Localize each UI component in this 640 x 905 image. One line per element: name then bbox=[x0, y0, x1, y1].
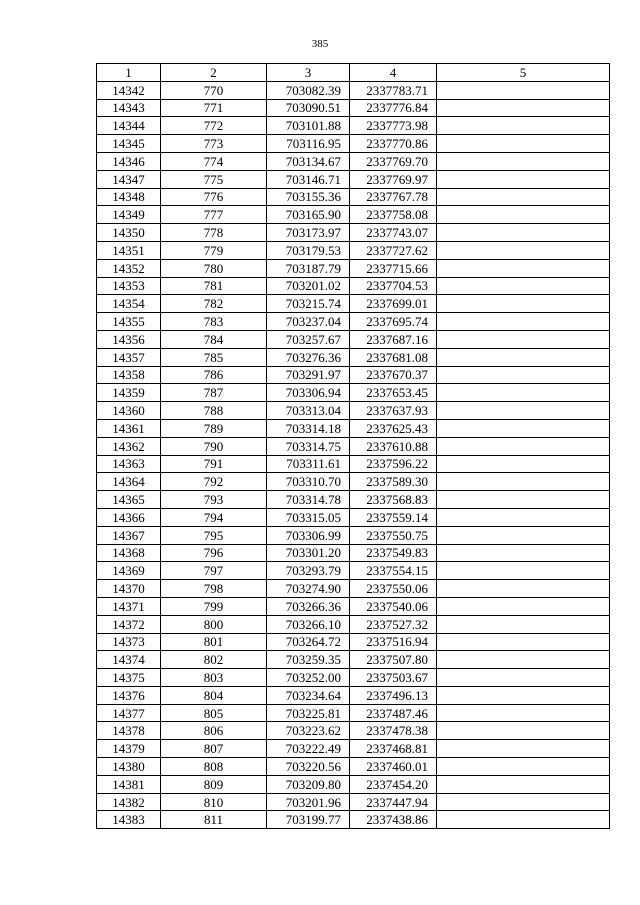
table-row bbox=[97, 402, 610, 420]
table-header-row bbox=[97, 64, 610, 82]
table-cell-col-4: 2337758.08 bbox=[350, 206, 437, 224]
table-row bbox=[97, 597, 610, 615]
table-cell-col-2: 799 bbox=[161, 597, 267, 615]
table-cell-col-1: 14375 bbox=[97, 669, 161, 687]
table-cell-col-5 bbox=[437, 259, 610, 277]
table-cell-col-4: 2337596.22 bbox=[350, 455, 437, 473]
table-cell-col-4: 2337783.71 bbox=[350, 81, 437, 99]
table-cell-col-3: 703223.62 bbox=[267, 722, 350, 740]
table-cell-col-2: 800 bbox=[161, 615, 267, 633]
table-cell-col-2: 790 bbox=[161, 437, 267, 455]
table-cell-col-3: 703116.95 bbox=[267, 135, 350, 153]
table-row bbox=[97, 455, 610, 473]
table-cell-col-2: 802 bbox=[161, 651, 267, 669]
table-cell-col-2: 796 bbox=[161, 544, 267, 562]
table-cell-col-4: 2337589.30 bbox=[350, 473, 437, 491]
table-cell-col-2: 776 bbox=[161, 188, 267, 206]
table-row bbox=[97, 99, 610, 117]
table-cell-col-4: 2337540.06 bbox=[350, 597, 437, 615]
table-cell-col-4: 2337550.06 bbox=[350, 580, 437, 598]
table-cell-col-3: 703293.79 bbox=[267, 562, 350, 580]
table-row bbox=[97, 117, 610, 135]
table-cell-col-2: 787 bbox=[161, 384, 267, 402]
table-row bbox=[97, 277, 610, 295]
table-cell-col-1: 14352 bbox=[97, 259, 161, 277]
table-cell-col-4: 2337503.67 bbox=[350, 669, 437, 687]
table-row bbox=[97, 241, 610, 259]
table-cell-col-2: 797 bbox=[161, 562, 267, 580]
table-cell-col-4: 2337715.66 bbox=[350, 259, 437, 277]
table-cell-col-5 bbox=[437, 348, 610, 366]
table-cell-col-2: 773 bbox=[161, 135, 267, 153]
table-row bbox=[97, 722, 610, 740]
table-cell-col-3: 703266.36 bbox=[267, 597, 350, 615]
table-cell-col-3: 703259.35 bbox=[267, 651, 350, 669]
table-cell-col-2: 779 bbox=[161, 241, 267, 259]
table-cell-col-5 bbox=[437, 615, 610, 633]
table-cell-col-3: 703209.80 bbox=[267, 775, 350, 793]
table-cell-col-3: 703101.88 bbox=[267, 117, 350, 135]
table-cell-col-1: 14380 bbox=[97, 758, 161, 776]
table-cell-col-3: 703252.00 bbox=[267, 669, 350, 687]
table-cell-col-5 bbox=[437, 170, 610, 188]
table-cell-col-1: 14378 bbox=[97, 722, 161, 740]
table-cell-col-4: 2337637.93 bbox=[350, 402, 437, 420]
table-cell-col-3: 703225.81 bbox=[267, 704, 350, 722]
table-cell-col-3: 703274.90 bbox=[267, 580, 350, 598]
table-cell-col-3: 703301.20 bbox=[267, 544, 350, 562]
table-cell-col-3: 703134.67 bbox=[267, 152, 350, 170]
table-cell-col-1: 14357 bbox=[97, 348, 161, 366]
table-row bbox=[97, 526, 610, 544]
table-cell-col-1: 14353 bbox=[97, 277, 161, 295]
table-row bbox=[97, 811, 610, 829]
table-cell-col-1: 14367 bbox=[97, 526, 161, 544]
table-cell-col-4: 2337743.07 bbox=[350, 224, 437, 242]
table-cell-col-1: 14342 bbox=[97, 81, 161, 99]
table-cell-col-4: 2337468.81 bbox=[350, 740, 437, 758]
table-cell-col-5 bbox=[437, 277, 610, 295]
table-cell-col-2: 780 bbox=[161, 259, 267, 277]
table-cell-col-3: 703234.64 bbox=[267, 686, 350, 704]
table-cell-col-5 bbox=[437, 740, 610, 758]
table-cell-col-3: 703264.72 bbox=[267, 633, 350, 651]
table-cell-col-3: 703257.67 bbox=[267, 330, 350, 348]
table-cell-col-5 bbox=[437, 366, 610, 384]
table-cell-col-4: 2337681.08 bbox=[350, 348, 437, 366]
table-cell-col-5 bbox=[437, 473, 610, 491]
table-cell-col-1: 14355 bbox=[97, 313, 161, 331]
table-cell-col-2: 791 bbox=[161, 455, 267, 473]
table-cell-col-3: 703090.51 bbox=[267, 99, 350, 117]
table-cell-col-2: 786 bbox=[161, 366, 267, 384]
table-row bbox=[97, 491, 610, 509]
table-cell-col-4: 2337478.38 bbox=[350, 722, 437, 740]
table-cell-col-5 bbox=[437, 99, 610, 117]
table-cell-col-1: 14372 bbox=[97, 615, 161, 633]
table-cell-col-3: 703220.56 bbox=[267, 758, 350, 776]
table-cell-col-5 bbox=[437, 206, 610, 224]
table-cell-col-5 bbox=[437, 455, 610, 473]
table-cell-col-5 bbox=[437, 224, 610, 242]
table-cell-col-5 bbox=[437, 402, 610, 420]
table-cell-col-1: 14344 bbox=[97, 117, 161, 135]
table-cell-col-3: 703314.78 bbox=[267, 491, 350, 509]
table-row bbox=[97, 313, 610, 331]
table-cell-col-3: 703306.94 bbox=[267, 384, 350, 402]
table-cell-col-2: 806 bbox=[161, 722, 267, 740]
table-row bbox=[97, 758, 610, 776]
table-cell-col-4: 2337447.94 bbox=[350, 793, 437, 811]
table-row bbox=[97, 793, 610, 811]
table-cell-col-3: 703237.04 bbox=[267, 313, 350, 331]
table-cell-col-1: 14347 bbox=[97, 170, 161, 188]
table-row bbox=[97, 473, 610, 491]
table-row bbox=[97, 775, 610, 793]
table-cell-col-4: 2337554.15 bbox=[350, 562, 437, 580]
table-cell-col-3: 703199.77 bbox=[267, 811, 350, 829]
table-cell-col-3: 703276.36 bbox=[267, 348, 350, 366]
table-cell-col-4: 2337527.32 bbox=[350, 615, 437, 633]
table-cell-col-5 bbox=[437, 811, 610, 829]
table-cell-col-4: 2337670.37 bbox=[350, 366, 437, 384]
table-cell-col-4: 2337687.16 bbox=[350, 330, 437, 348]
table-cell-col-5 bbox=[437, 117, 610, 135]
table-row bbox=[97, 437, 610, 455]
table-cell-col-5 bbox=[437, 633, 610, 651]
table-cell-col-1: 14370 bbox=[97, 580, 161, 598]
table-cell-col-3: 703310.70 bbox=[267, 473, 350, 491]
table-row bbox=[97, 366, 610, 384]
table-cell-col-3: 703082.39 bbox=[267, 81, 350, 99]
table-cell-col-5 bbox=[437, 704, 610, 722]
table-row bbox=[97, 330, 610, 348]
table-cell-col-2: 788 bbox=[161, 402, 267, 420]
table-row bbox=[97, 615, 610, 633]
table-cell-col-2: 772 bbox=[161, 117, 267, 135]
table-cell-col-1: 14365 bbox=[97, 491, 161, 509]
table-row bbox=[97, 651, 610, 669]
table-cell-col-5 bbox=[437, 669, 610, 687]
table-cell-col-5 bbox=[437, 330, 610, 348]
table-cell-col-3: 703187.79 bbox=[267, 259, 350, 277]
table-cell-col-3: 703314.75 bbox=[267, 437, 350, 455]
table-cell-col-4: 2337773.98 bbox=[350, 117, 437, 135]
table-cell-col-4: 2337727.62 bbox=[350, 241, 437, 259]
table-cell-col-4: 2337695.74 bbox=[350, 313, 437, 331]
table-cell-col-3: 703155.36 bbox=[267, 188, 350, 206]
page-number: 385 bbox=[311, 38, 329, 50]
column-header-3: 3 bbox=[267, 64, 350, 82]
table-cell-col-1: 14374 bbox=[97, 651, 161, 669]
table-cell-col-3: 703306.99 bbox=[267, 526, 350, 544]
table-cell-col-5 bbox=[437, 793, 610, 811]
table-cell-col-5 bbox=[437, 188, 610, 206]
table-cell-col-4: 2337549.83 bbox=[350, 544, 437, 562]
table-cell-col-2: 778 bbox=[161, 224, 267, 242]
column-header-4: 4 bbox=[350, 64, 437, 82]
table-cell-col-4: 2337653.45 bbox=[350, 384, 437, 402]
table-row bbox=[97, 206, 610, 224]
table-cell-col-3: 703201.02 bbox=[267, 277, 350, 295]
table-row bbox=[97, 295, 610, 313]
table-cell-col-3: 703313.04 bbox=[267, 402, 350, 420]
table-cell-col-2: 801 bbox=[161, 633, 267, 651]
table-cell-col-5 bbox=[437, 597, 610, 615]
table-cell-col-2: 770 bbox=[161, 81, 267, 99]
table-cell-col-4: 2337610.88 bbox=[350, 437, 437, 455]
table-row bbox=[97, 544, 610, 562]
table-cell-col-1: 14354 bbox=[97, 295, 161, 313]
table-row bbox=[97, 81, 610, 99]
table-cell-col-1: 14379 bbox=[97, 740, 161, 758]
table-cell-col-4: 2337769.70 bbox=[350, 152, 437, 170]
table-cell-col-5 bbox=[437, 313, 610, 331]
table-cell-col-2: 781 bbox=[161, 277, 267, 295]
table-cell-col-5 bbox=[437, 562, 610, 580]
table-row bbox=[97, 259, 610, 277]
table-cell-col-2: 798 bbox=[161, 580, 267, 598]
table-cell-col-1: 14346 bbox=[97, 152, 161, 170]
table-cell-col-1: 14363 bbox=[97, 455, 161, 473]
table-cell-col-5 bbox=[437, 544, 610, 562]
coordinates-table bbox=[96, 63, 610, 829]
table-cell-col-5 bbox=[437, 295, 610, 313]
table-cell-col-5 bbox=[437, 508, 610, 526]
table-cell-col-1: 14358 bbox=[97, 366, 161, 384]
table-cell-col-2: 774 bbox=[161, 152, 267, 170]
table-cell-col-2: 771 bbox=[161, 99, 267, 117]
table-cell-col-4: 2337568.83 bbox=[350, 491, 437, 509]
table-cell-col-4: 2337438.86 bbox=[350, 811, 437, 829]
table-cell-col-1: 14356 bbox=[97, 330, 161, 348]
table-cell-col-5 bbox=[437, 491, 610, 509]
table-cell-col-4: 2337460.01 bbox=[350, 758, 437, 776]
table-cell-col-4: 2337516.94 bbox=[350, 633, 437, 651]
table-cell-col-5 bbox=[437, 775, 610, 793]
table-cell-col-1: 14382 bbox=[97, 793, 161, 811]
table-row bbox=[97, 508, 610, 526]
table-cell-col-1: 14362 bbox=[97, 437, 161, 455]
table-cell-col-3: 703173.97 bbox=[267, 224, 350, 242]
table-cell-col-3: 703179.53 bbox=[267, 241, 350, 259]
table-row bbox=[97, 188, 610, 206]
table-cell-col-1: 14364 bbox=[97, 473, 161, 491]
table-cell-col-2: 811 bbox=[161, 811, 267, 829]
table-cell-col-3: 703215.74 bbox=[267, 295, 350, 313]
table-row bbox=[97, 740, 610, 758]
table-cell-col-4: 2337770.86 bbox=[350, 135, 437, 153]
table-cell-col-1: 14360 bbox=[97, 402, 161, 420]
table-cell-col-5 bbox=[437, 81, 610, 99]
table-cell-col-1: 14376 bbox=[97, 686, 161, 704]
table-cell-col-3: 703315.05 bbox=[267, 508, 350, 526]
column-header-2: 2 bbox=[161, 64, 267, 82]
table-row bbox=[97, 419, 610, 437]
table-cell-col-2: 807 bbox=[161, 740, 267, 758]
table-cell-col-3: 703314.18 bbox=[267, 419, 350, 437]
table-cell-col-1: 14369 bbox=[97, 562, 161, 580]
table-row bbox=[97, 580, 610, 598]
table-cell-col-2: 792 bbox=[161, 473, 267, 491]
table-cell-col-2: 804 bbox=[161, 686, 267, 704]
table-cell-col-2: 775 bbox=[161, 170, 267, 188]
table-cell-col-1: 14368 bbox=[97, 544, 161, 562]
table-cell-col-5 bbox=[437, 152, 610, 170]
table-cell-col-3: 703165.90 bbox=[267, 206, 350, 224]
column-header-1: 1 bbox=[97, 64, 161, 82]
table-cell-col-2: 805 bbox=[161, 704, 267, 722]
table-cell-col-4: 2337507.80 bbox=[350, 651, 437, 669]
table-row bbox=[97, 633, 610, 651]
table-cell-col-4: 2337487.46 bbox=[350, 704, 437, 722]
table-cell-col-4: 2337776.84 bbox=[350, 99, 437, 117]
table-row bbox=[97, 384, 610, 402]
table-row bbox=[97, 348, 610, 366]
table-cell-col-4: 2337625.43 bbox=[350, 419, 437, 437]
table-cell-col-5 bbox=[437, 686, 610, 704]
table-cell-col-3: 703146.71 bbox=[267, 170, 350, 188]
table-cell-col-5 bbox=[437, 135, 610, 153]
table-cell-col-5 bbox=[437, 580, 610, 598]
table-cell-col-4: 2337767.78 bbox=[350, 188, 437, 206]
table-cell-col-2: 810 bbox=[161, 793, 267, 811]
table-cell-col-1: 14351 bbox=[97, 241, 161, 259]
table-cell-col-1: 14377 bbox=[97, 704, 161, 722]
table-cell-col-2: 794 bbox=[161, 508, 267, 526]
table-cell-col-2: 809 bbox=[161, 775, 267, 793]
column-header-5: 5 bbox=[437, 64, 610, 82]
table-cell-col-5 bbox=[437, 437, 610, 455]
table-cell-col-1: 14350 bbox=[97, 224, 161, 242]
table-cell-col-2: 783 bbox=[161, 313, 267, 331]
table-cell-col-1: 14345 bbox=[97, 135, 161, 153]
table-body bbox=[97, 81, 610, 828]
table-cell-col-5 bbox=[437, 419, 610, 437]
table-cell-col-1: 14381 bbox=[97, 775, 161, 793]
table-cell-col-4: 2337496.13 bbox=[350, 686, 437, 704]
table-row bbox=[97, 135, 610, 153]
table-row bbox=[97, 686, 610, 704]
table-cell-col-4: 2337699.01 bbox=[350, 295, 437, 313]
table-cell-col-4: 2337769.97 bbox=[350, 170, 437, 188]
table-cell-col-3: 703311.61 bbox=[267, 455, 350, 473]
table-cell-col-3: 703266.10 bbox=[267, 615, 350, 633]
table-cell-col-1: 14373 bbox=[97, 633, 161, 651]
table-cell-col-3: 703291.97 bbox=[267, 366, 350, 384]
table-cell-col-1: 14366 bbox=[97, 508, 161, 526]
table-cell-col-2: 784 bbox=[161, 330, 267, 348]
table-cell-col-5 bbox=[437, 241, 610, 259]
table-row bbox=[97, 704, 610, 722]
table-row bbox=[97, 224, 610, 242]
table-cell-col-5 bbox=[437, 651, 610, 669]
table-cell-col-1: 14343 bbox=[97, 99, 161, 117]
table-cell-col-4: 2337550.75 bbox=[350, 526, 437, 544]
table-cell-col-4: 2337704.53 bbox=[350, 277, 437, 295]
table-cell-col-5 bbox=[437, 758, 610, 776]
table-cell-col-5 bbox=[437, 526, 610, 544]
table-cell-col-2: 803 bbox=[161, 669, 267, 687]
table-cell-col-2: 808 bbox=[161, 758, 267, 776]
table-cell-col-1: 14361 bbox=[97, 419, 161, 437]
table-cell-col-5 bbox=[437, 722, 610, 740]
table-row bbox=[97, 152, 610, 170]
table-cell-col-2: 785 bbox=[161, 348, 267, 366]
table-cell-col-1: 14371 bbox=[97, 597, 161, 615]
table-cell-col-3: 703222.49 bbox=[267, 740, 350, 758]
table-cell-col-1: 14383 bbox=[97, 811, 161, 829]
table-cell-col-1: 14348 bbox=[97, 188, 161, 206]
table-cell-col-4: 2337454.20 bbox=[350, 775, 437, 793]
table-cell-col-2: 777 bbox=[161, 206, 267, 224]
table-cell-col-5 bbox=[437, 384, 610, 402]
table-cell-col-2: 789 bbox=[161, 419, 267, 437]
table-cell-col-1: 14359 bbox=[97, 384, 161, 402]
table-cell-col-3: 703201.96 bbox=[267, 793, 350, 811]
table-cell-col-4: 2337559.14 bbox=[350, 508, 437, 526]
table-row bbox=[97, 669, 610, 687]
table-row bbox=[97, 562, 610, 580]
table-cell-col-2: 782 bbox=[161, 295, 267, 313]
table-cell-col-2: 793 bbox=[161, 491, 267, 509]
table-row bbox=[97, 170, 610, 188]
table-cell-col-1: 14349 bbox=[97, 206, 161, 224]
table-cell-col-2: 795 bbox=[161, 526, 267, 544]
